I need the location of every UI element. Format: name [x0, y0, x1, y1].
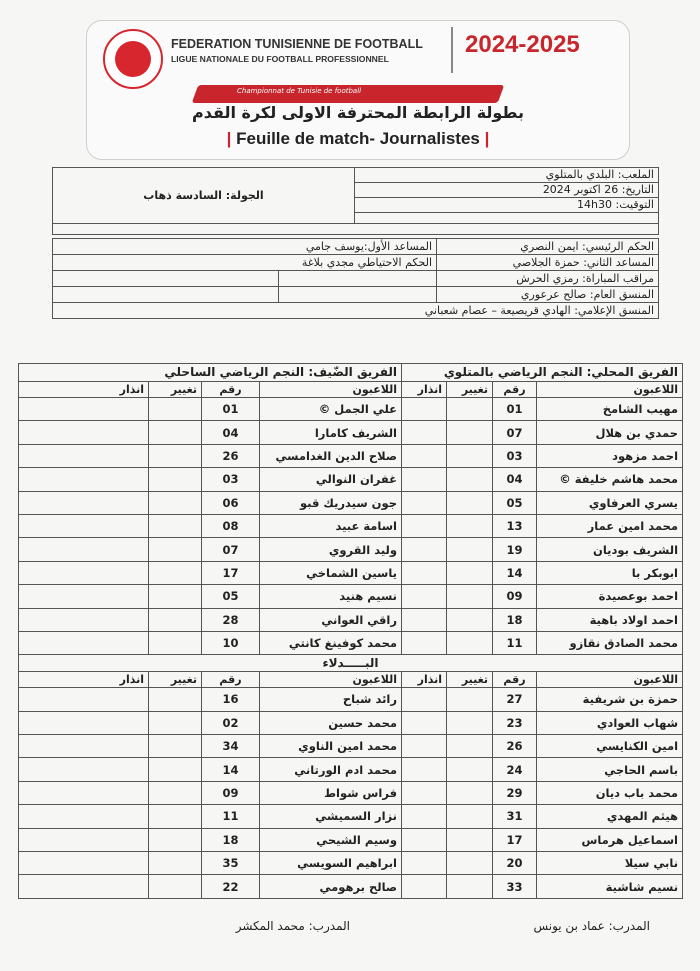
column-header: تغيير: [447, 672, 493, 688]
season-label: 2024-2025: [465, 31, 580, 58]
home-player-number: 03: [493, 444, 537, 467]
away-change: [149, 561, 202, 584]
home-warning: [402, 421, 447, 444]
away-player-number: 18: [202, 828, 260, 851]
home-player-number: 13: [493, 514, 537, 537]
home-player-name: محمد باب ديان: [537, 781, 683, 804]
home-player-number: 29: [493, 781, 537, 804]
away-change: [149, 631, 202, 654]
table-row: [19, 758, 683, 781]
home-warning: [402, 805, 447, 828]
away-player-number: 22: [202, 875, 260, 898]
away-team-name: الفريق الضّيف: النجم الرياضي الساحلي: [19, 364, 402, 382]
header-divider: [451, 27, 453, 73]
home-player-number: 24: [493, 758, 537, 781]
league-title-ar: بطولة الرابطة المحترفة الاولى لكرة القدم: [191, 103, 525, 122]
table-row: [19, 468, 683, 491]
ligue-name: LIGUE NATIONALE DU FOOTBALL PROFESSIONNEL: [171, 54, 389, 64]
assistant1: المساعد الأول:يوسف جامي: [53, 239, 437, 255]
away-warning: [19, 875, 149, 898]
away-change: [149, 735, 202, 758]
home-change: [447, 421, 493, 444]
away-change: [149, 688, 202, 711]
away-warning: [19, 758, 149, 781]
table-row: [19, 608, 683, 631]
home-warning: [402, 735, 447, 758]
away-player-name: الشريف كامارا: [260, 421, 402, 444]
home-player-number: 18: [493, 608, 537, 631]
home-coach: المدرب: عماد بن يونس: [533, 919, 650, 933]
assistant2: المساعد الثاني: حمزة الجلاصي: [437, 255, 659, 271]
away-player-name: نسيم هنيد: [260, 585, 402, 608]
away-player-number: 02: [202, 711, 260, 734]
table-row: [19, 631, 683, 654]
away-change: [149, 468, 202, 491]
away-change: [149, 538, 202, 561]
home-warning: [402, 561, 447, 584]
home-warning: [402, 398, 447, 421]
away-player-number: 28: [202, 608, 260, 631]
column-header: انذار: [402, 672, 447, 688]
home-player-number: 20: [493, 852, 537, 875]
home-player-name: مهيب الشامخ: [537, 398, 683, 421]
away-warning: [19, 491, 149, 514]
fourth-official: الحكم الاحتياطي مجدي بلاغة: [53, 255, 437, 271]
home-player-name: احمد بوعصيدة: [537, 585, 683, 608]
home-change: [447, 631, 493, 654]
table-row: [19, 585, 683, 608]
away-change: [149, 875, 202, 898]
match-date: التاريخ: 26 اكتوبر 2024: [355, 183, 659, 198]
home-player-name: امين الكنايسي: [537, 735, 683, 758]
home-change: [447, 514, 493, 537]
away-player-number: 16: [202, 688, 260, 711]
home-warning: [402, 781, 447, 804]
officials-table: [52, 238, 659, 319]
home-player-number: 33: [493, 875, 537, 898]
away-player-number: 07: [202, 538, 260, 561]
away-player-number: 04: [202, 421, 260, 444]
away-player-number: 14: [202, 758, 260, 781]
away-warning: [19, 631, 149, 654]
home-warning: [402, 711, 447, 734]
ftf-logo: [103, 29, 163, 89]
table-row: [19, 805, 683, 828]
table-row: [19, 444, 683, 467]
home-warning: [402, 875, 447, 898]
column-header: اللاعبون: [260, 672, 402, 688]
home-player-name: نابي سيلا: [537, 852, 683, 875]
column-header: انذار: [19, 382, 149, 398]
away-player-name: صلاح الدين الغدامسي: [260, 444, 402, 467]
home-player-name: شهاب العوادي: [537, 711, 683, 734]
home-change: [447, 781, 493, 804]
table-row: [19, 538, 683, 561]
away-player-number: 08: [202, 514, 260, 537]
column-header: رقم: [493, 382, 537, 398]
column-header-row: [19, 672, 683, 688]
home-warning: [402, 538, 447, 561]
away-warning: [19, 828, 149, 851]
away-player-name: محمد كوفينغ كانتي: [260, 631, 402, 654]
away-warning: [19, 421, 149, 444]
away-player-number: 17: [202, 561, 260, 584]
table-row: [19, 711, 683, 734]
home-player-number: 04: [493, 468, 537, 491]
away-player-name: ابراهيم السويسي: [260, 852, 402, 875]
away-warning: [19, 585, 149, 608]
home-player-number: 14: [493, 561, 537, 584]
column-header: تغيير: [149, 672, 202, 688]
home-change: [447, 491, 493, 514]
kickoff-time: التوقيت: 14h30: [355, 198, 659, 213]
away-player-number: 03: [202, 468, 260, 491]
home-change: [447, 828, 493, 851]
home-player-number: 17: [493, 828, 537, 851]
home-player-name: حمزة بن شريفية: [537, 688, 683, 711]
column-header: انذار: [19, 672, 149, 688]
home-change: [447, 852, 493, 875]
home-warning: [402, 608, 447, 631]
away-warning: [19, 781, 149, 804]
table-row: [19, 514, 683, 537]
home-player-name: نسيم شاشية: [537, 875, 683, 898]
away-player-name: صالح برهومي: [260, 875, 402, 898]
header-panel: [86, 20, 630, 160]
match-info-table: [52, 167, 659, 235]
away-change: [149, 711, 202, 734]
away-player-number: 11: [202, 805, 260, 828]
away-player-name: غفران النوالي: [260, 468, 402, 491]
home-change: [447, 538, 493, 561]
away-player-number: 10: [202, 631, 260, 654]
away-warning: [19, 735, 149, 758]
stadium: الملعب: البلدي بالمتلوي: [355, 168, 659, 183]
table-row: [19, 688, 683, 711]
home-player-number: 26: [493, 735, 537, 758]
match-observer: مراقب المباراة: رمزي الحرش: [437, 271, 659, 287]
column-header: اللاعبون: [537, 382, 683, 398]
sheet-title: | Feuille de match- Journalistes |: [226, 129, 490, 148]
home-player-name: محمد هاشم خليفة ©: [537, 468, 683, 491]
away-player-name: ياسين الشماخي: [260, 561, 402, 584]
away-change: [149, 781, 202, 804]
home-change: [447, 585, 493, 608]
column-header: تغيير: [447, 382, 493, 398]
table-row: [19, 852, 683, 875]
away-player-number: 26: [202, 444, 260, 467]
table-row: [19, 421, 683, 444]
away-warning: [19, 561, 149, 584]
ribbon-text: Championnat de Tunisie de football: [237, 87, 362, 95]
away-player-name: وليد القروي: [260, 538, 402, 561]
away-change: [149, 828, 202, 851]
home-warning: [402, 444, 447, 467]
away-change: [149, 585, 202, 608]
away-change: [149, 608, 202, 631]
table-row: [19, 735, 683, 758]
column-header: تغيير: [149, 382, 202, 398]
away-player-name: راقي العواني: [260, 608, 402, 631]
home-change: [447, 711, 493, 734]
federation-name: FEDERATION TUNISIENNE DE FOOTBALL: [171, 37, 423, 51]
away-player-number: 35: [202, 852, 260, 875]
home-warning: [402, 688, 447, 711]
away-change: [149, 805, 202, 828]
column-header: رقم: [202, 672, 260, 688]
away-player-name: رائد شباح: [260, 688, 402, 711]
home-player-number: 27: [493, 688, 537, 711]
home-player-name: حمدي بن هلال: [537, 421, 683, 444]
substitutes-label: البـــــدلاء: [19, 655, 683, 672]
column-header: اللاعبون: [260, 382, 402, 398]
away-player-name: محمد ادم الورتاني: [260, 758, 402, 781]
home-warning: [402, 758, 447, 781]
home-change: [447, 444, 493, 467]
away-player-number: 05: [202, 585, 260, 608]
home-team-name: الفريق المحلي: النجم الرياضي بالمتلوي: [402, 364, 683, 382]
away-player-name: نزار السميشي: [260, 805, 402, 828]
home-warning: [402, 491, 447, 514]
column-header: رقم: [202, 382, 260, 398]
home-player-number: 11: [493, 631, 537, 654]
home-change: [447, 688, 493, 711]
home-change: [447, 735, 493, 758]
home-player-number: 07: [493, 421, 537, 444]
away-warning: [19, 538, 149, 561]
away-coach: المدرب: محمد المكشر: [235, 919, 350, 933]
column-header: رقم: [493, 672, 537, 688]
away-player-number: 06: [202, 491, 260, 514]
home-player-number: 09: [493, 585, 537, 608]
away-change: [149, 758, 202, 781]
home-change: [447, 608, 493, 631]
away-change: [149, 444, 202, 467]
home-player-number: 31: [493, 805, 537, 828]
media-coordinator: المنسق الإعلامي: الهادي قريصيعة – عصام شعباني: [53, 303, 659, 319]
away-player-name: محمد حسين: [260, 711, 402, 734]
away-warning: [19, 711, 149, 734]
away-warning: [19, 852, 149, 875]
home-warning: [402, 852, 447, 875]
home-player-name: ابوبكر با: [537, 561, 683, 584]
away-player-name: محمد امين الناوي: [260, 735, 402, 758]
away-player-name: علي الجمل ©: [260, 398, 402, 421]
home-player-number: 19: [493, 538, 537, 561]
column-header: اللاعبون: [537, 672, 683, 688]
home-player-name: باسم الحاجي: [537, 758, 683, 781]
home-player-name: احمد مزهود: [537, 444, 683, 467]
away-warning: [19, 444, 149, 467]
column-header: انذار: [402, 382, 447, 398]
home-warning: [402, 514, 447, 537]
away-change: [149, 514, 202, 537]
table-row: [19, 491, 683, 514]
away-warning: [19, 398, 149, 421]
home-player-number: 05: [493, 491, 537, 514]
table-row: [19, 875, 683, 898]
home-player-name: اسماعيل هرماس: [537, 828, 683, 851]
home-player-name: الشريف بوديان: [537, 538, 683, 561]
table-row: [19, 561, 683, 584]
table-row: [19, 828, 683, 851]
table-row: [19, 781, 683, 804]
away-player-name: جون سيدريك قبو: [260, 491, 402, 514]
away-warning: [19, 468, 149, 491]
away-warning: [19, 805, 149, 828]
away-change: [149, 491, 202, 514]
column-header-row: [19, 382, 683, 398]
away-warning: [19, 688, 149, 711]
home-change: [447, 468, 493, 491]
home-player-name: هيثم المهدي: [537, 805, 683, 828]
home-player-number: 01: [493, 398, 537, 421]
home-change: [447, 875, 493, 898]
away-change: [149, 421, 202, 444]
away-player-number: 01: [202, 398, 260, 421]
home-warning: [402, 468, 447, 491]
away-warning: [19, 608, 149, 631]
away-change: [149, 852, 202, 875]
home-player-number: 23: [493, 711, 537, 734]
away-player-name: فراس شواط: [260, 781, 402, 804]
away-warning: [19, 514, 149, 537]
home-player-name: محمد امين عمار: [537, 514, 683, 537]
away-player-number: 34: [202, 735, 260, 758]
away-player-name: وسيم الشيحي: [260, 828, 402, 851]
away-player-number: 09: [202, 781, 260, 804]
away-player-name: اسامة عبيد: [260, 514, 402, 537]
away-change: [149, 398, 202, 421]
home-warning: [402, 631, 447, 654]
home-change: [447, 398, 493, 421]
home-warning: [402, 828, 447, 851]
home-player-name: محمد الصادق نقازو: [537, 631, 683, 654]
general-coordinator: المنسق العام: صالح عرعوري: [437, 287, 659, 303]
home-change: [447, 758, 493, 781]
home-player-name: يسري العرفاوي: [537, 491, 683, 514]
table-row: [19, 398, 683, 421]
home-change: [447, 561, 493, 584]
referee: الحكم الرئيسي: ايمن النصري: [437, 239, 659, 255]
lineups-table: [18, 363, 683, 899]
home-player-name: احمد اولاد باهية: [537, 608, 683, 631]
home-warning: [402, 585, 447, 608]
home-change: [447, 805, 493, 828]
round-label: الجولة: السادسة ذهاب: [53, 168, 355, 224]
